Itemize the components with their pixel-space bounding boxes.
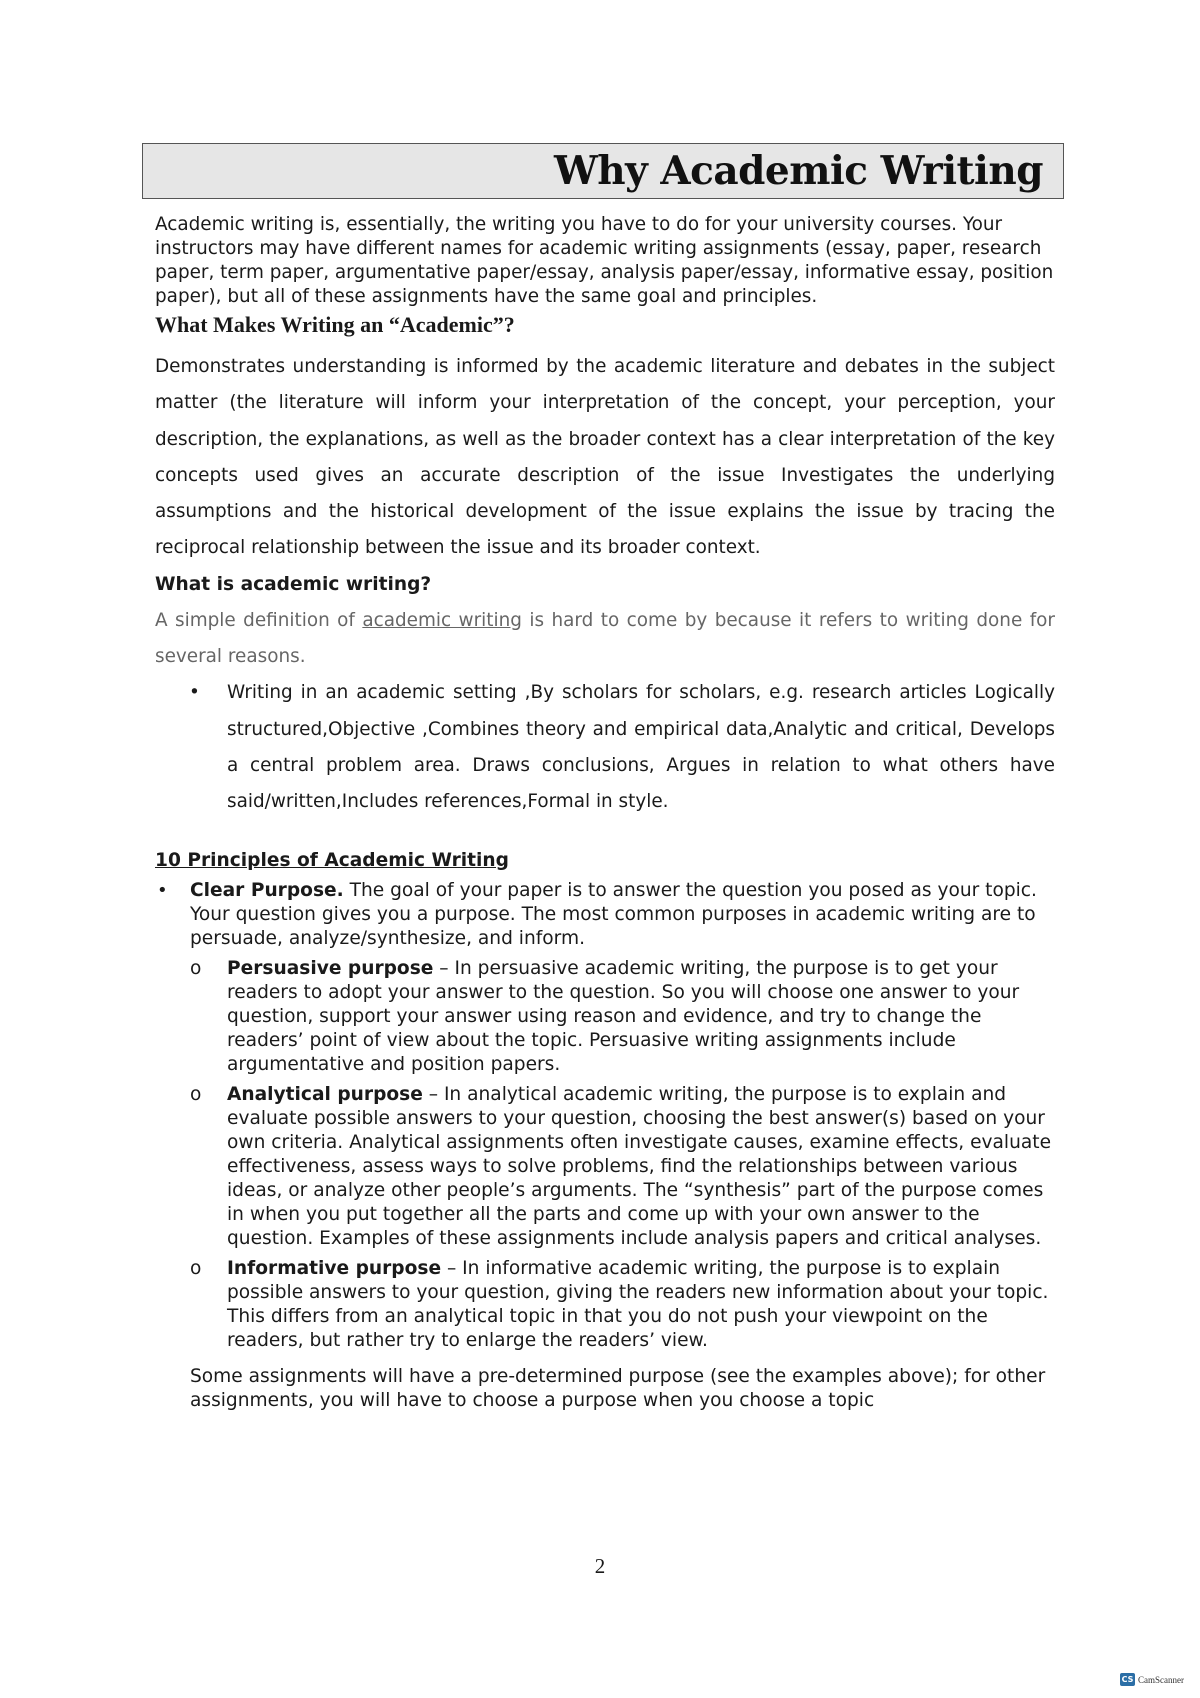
sub-item-label: Analytical purpose <box>227 1083 423 1105</box>
title-box <box>142 143 1064 199</box>
list-item-text: Writing in an academic setting ,By scholars for scholars, e.g. research articles Logically structured,Objective ,Combines theory and empirical data,Analytic and critical, Develops a central problem area. Draws conclusions, Argues in relation to what others have said/written,Includes references,Formal in style. <box>227 682 1055 813</box>
section-heading-what-makes-academic: What Makes Writing an “Academic”? <box>155 312 515 337</box>
camscanner-label: CamScanner <box>1138 1674 1184 1685</box>
academic-writing-link[interactable]: academic writing <box>362 609 522 631</box>
sub-item-text: – In persuasive academic writing, the purpose is to get your readers to adopt your answer to the question. So you will choose one answer to your question, support your answer using reason and evidence, and try to change the readers’ point of view about the topic. Persuasive writing assignments include argumentative and position papers. <box>227 957 1020 1075</box>
sub-item-label: Persuasive purpose <box>227 957 434 979</box>
page-title: Why Academic Writing <box>553 148 1043 194</box>
circle-bullet-icon: o <box>190 1083 202 1105</box>
definition-lead: A simple definition of <box>155 609 363 631</box>
definition-paragraph <box>155 603 1055 676</box>
scanner-watermark <box>1120 1673 1184 1686</box>
bullet-icon: • <box>189 682 200 704</box>
camscanner-logo-icon: CS <box>1121 1675 1134 1684</box>
section-heading-what-is-academic-writing: What is academic writing? <box>155 573 432 595</box>
circle-bullet-icon: o <box>190 1257 202 1279</box>
circle-bullet-icon: o <box>190 957 202 979</box>
principle-text: The goal of your paper is to answer the question you posed as your topic. Your question gives you a purpose. The most common purposes in academic writing are to persuade, analyze/synthesize, and inform. <box>190 879 1037 949</box>
sub-item-analytical <box>155 1083 1055 1251</box>
what-makes-academic-paragraph: Demonstrates understanding is informed by the academic literature and debates in the subject matter (the literature will inform your interpretation of the concept, your perception, your description, the explanations, as well as the broader context has a clear interpretation of the key concepts used gives an accurate description of the issue Investigates the underlying assumptions and the historical development of the issue explains the issue by tracing the reciprocal relationship between the issue and its broader context. <box>155 356 1055 559</box>
intro-paragraph: Academic writing is, essentially, the writing you have to do for your university courses. Your instructors may have different names for academic writing assignments (essay, paper, research paper, term paper, argumentative paper/essay, analysis paper/essay, informative essay, position paper), but all of these assignments have the same goal and principles. <box>155 214 1054 307</box>
list-item-academic-setting <box>155 675 1055 820</box>
sub-item-text: – In analytical academic writing, the purpose is to explain and evaluate possible answers to your question, choosing the best answer(s) based on your own criteria. Analytical assignments often investigate causes, examine effects, evaluate effectiveness, assess ways to solve problems, find the relationships between various ideas, or analyze other people’s arguments. The “synthesis” part of the purpose comes in when you put together all the parts and come up with your own answer to the question. Examples of these assignments include analysis papers and critical analyses. <box>227 1083 1052 1249</box>
section-heading-10-principles: 10 Principles of Academic Writing <box>155 849 509 871</box>
sub-item-text: – In informative academic writing, the purpose is to explain possible answers to your question, giving the readers new information about your topic. This differs from an analytical topic in that you do not push your viewpoint on the readers, but rather try to enlarge the readers’ view. <box>227 1257 1049 1351</box>
closing-paragraph: Some assignments will have a pre-determined purpose (see the examples above); for other assignments, you will have to choose a purpose when you choose a topic <box>190 1365 1046 1411</box>
page-number: 2 <box>594 1554 606 1578</box>
document-body <box>155 213 1055 1413</box>
principle-clear-purpose <box>155 879 1055 951</box>
sub-item-informative <box>155 1257 1055 1353</box>
sub-item-persuasive <box>155 957 1055 1077</box>
sub-item-label: Informative purpose <box>227 1257 442 1279</box>
principle-label: Clear Purpose. <box>190 879 344 901</box>
bullet-icon: • <box>157 879 168 901</box>
definition-tail: is hard to come by because it refers to writing done for several reasons. <box>155 609 1055 668</box>
